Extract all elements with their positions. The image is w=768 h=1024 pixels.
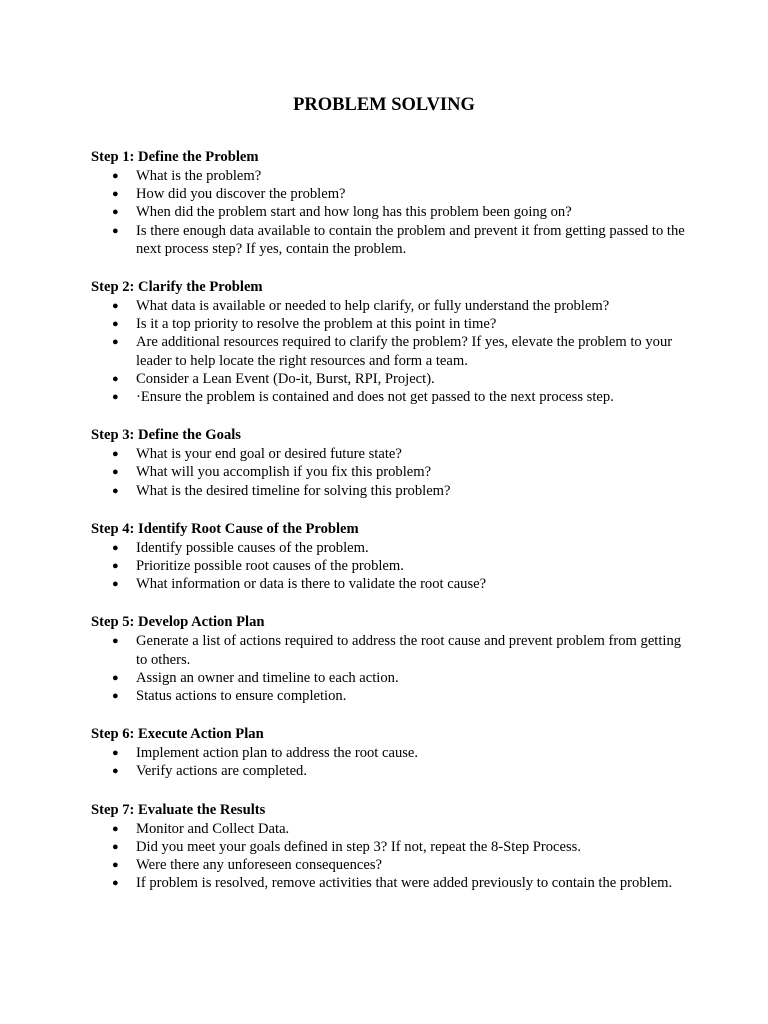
bullet-icon: ● bbox=[112, 822, 119, 835]
list-item-text: Did you meet your goals defined in step 3? If not, repeat the 8-Step Process. bbox=[136, 838, 581, 855]
step-heading: Step 6: Execute Action Plan bbox=[91, 726, 264, 743]
bullet-icon: ● bbox=[112, 206, 119, 219]
list-item-text: When did the problem start and how long has this problem been going on? bbox=[136, 204, 572, 221]
page-title: PROBLEM SOLVING bbox=[293, 95, 475, 115]
bullet-icon: ● bbox=[112, 448, 119, 461]
list-item-text: Implement action plan to address the root cause. bbox=[136, 745, 419, 762]
list-item bbox=[91, 557, 691, 575]
bullet-icon: ● bbox=[112, 466, 119, 479]
list-item bbox=[91, 575, 691, 593]
list-item-text: Consider a Lean Event (Do-it, Burst, RPI, Project). bbox=[136, 370, 435, 387]
list-item bbox=[91, 762, 691, 780]
list-item-text: How did you discover the problem? bbox=[136, 186, 346, 203]
list-item-text: ·Ensure the problem is contained and does not get passed to the next process step. bbox=[136, 389, 614, 406]
list-item bbox=[91, 388, 691, 406]
bullet-icon: ● bbox=[112, 765, 119, 778]
list-item-text: If problem is resolved, remove activities that were added previously to contain the problem. bbox=[136, 875, 673, 892]
list-item-text: What is the problem? bbox=[136, 168, 262, 184]
step-list bbox=[91, 297, 691, 406]
step-heading: Step 2: Clarify the Problem bbox=[91, 279, 263, 296]
list-item bbox=[91, 874, 691, 892]
bullet-icon: ● bbox=[112, 560, 119, 573]
list-item bbox=[91, 222, 691, 258]
step-section bbox=[91, 425, 691, 500]
bullet-icon: ● bbox=[112, 671, 119, 684]
step-list bbox=[91, 445, 691, 500]
bullet-icon: ● bbox=[112, 541, 119, 554]
list-item bbox=[91, 687, 691, 705]
list-item-text: Is it a top priority to resolve the problem at this point in time? bbox=[136, 316, 497, 333]
bullet-icon: ● bbox=[112, 224, 119, 237]
bullet-icon: ● bbox=[112, 877, 119, 890]
bullet-icon: ● bbox=[112, 484, 119, 497]
bullet-icon: ● bbox=[112, 859, 119, 872]
list-item-text: What will you accomplish if you fix this problem? bbox=[136, 464, 432, 481]
list-item bbox=[91, 445, 691, 463]
bullet-icon: ● bbox=[112, 747, 119, 760]
list-item-text: What data is available or needed to help clarify, or fully understand the problem? bbox=[136, 298, 610, 315]
bullet-icon: ● bbox=[112, 188, 119, 201]
step-list bbox=[91, 820, 691, 893]
list-item bbox=[91, 333, 691, 369]
list-item-text: Are additional resources required to clarify the problem? If yes, elevate the problem to your leader to help locate the right resources and form a team. bbox=[136, 334, 673, 369]
step-list bbox=[91, 167, 691, 258]
list-item bbox=[91, 744, 691, 762]
list-item bbox=[91, 370, 691, 388]
list-item-text: Monitor and Collect Data. bbox=[136, 820, 290, 837]
list-item-text: What information or data is there to validate the root cause? bbox=[136, 576, 487, 593]
list-item bbox=[91, 203, 691, 221]
bullet-icon: ● bbox=[112, 578, 119, 591]
step-section bbox=[91, 519, 691, 594]
list-item bbox=[91, 838, 691, 856]
bullet-icon: ● bbox=[112, 336, 119, 349]
step-heading: Step 1: Define the Problem bbox=[91, 149, 259, 165]
bullet-icon: ● bbox=[112, 318, 119, 331]
bullet-icon: ● bbox=[112, 372, 119, 385]
list-item bbox=[91, 539, 691, 557]
list-item-text: Assign an owner and timeline to each action. bbox=[136, 669, 399, 686]
list-item bbox=[91, 315, 691, 333]
step-heading: Step 4: Identify Root Cause of the Problem bbox=[91, 520, 359, 537]
list-item-text: Identify possible causes of the problem. bbox=[136, 539, 369, 556]
step-section bbox=[91, 277, 691, 406]
steps-container bbox=[91, 147, 691, 911]
step-list bbox=[91, 632, 691, 705]
list-item-text: What is the desired timeline for solving this problem? bbox=[136, 482, 451, 499]
step-list bbox=[91, 539, 691, 594]
list-item bbox=[91, 463, 691, 481]
bullet-icon: ● bbox=[112, 170, 119, 182]
step-section bbox=[91, 612, 691, 705]
bullet-icon: ● bbox=[112, 300, 119, 313]
list-item bbox=[91, 820, 691, 838]
list-item-text: Verify actions are completed. bbox=[136, 763, 307, 780]
step-section bbox=[91, 147, 691, 258]
step-heading: Step 5: Develop Action Plan bbox=[91, 614, 265, 631]
list-item-text: What is your end goal or desired future state? bbox=[136, 446, 402, 463]
bullet-icon: ● bbox=[112, 391, 119, 404]
list-item-text: Status actions to ensure completion. bbox=[136, 688, 347, 705]
step-heading: Step 3: Define the Goals bbox=[91, 427, 241, 444]
list-item bbox=[91, 297, 691, 315]
list-item bbox=[91, 669, 691, 687]
bullet-icon: ● bbox=[112, 635, 119, 648]
list-item-text: Is there enough data available to contain the problem and prevent it from getting passed to the next process step? If yes, contain the problem. bbox=[136, 222, 685, 257]
bullet-icon: ● bbox=[112, 690, 119, 703]
step-section bbox=[91, 724, 691, 780]
step-heading: Step 7: Evaluate the Results bbox=[91, 801, 266, 818]
step-section bbox=[91, 800, 691, 893]
list-item bbox=[91, 856, 691, 874]
list-item-text: Were there any unforeseen consequences? bbox=[136, 857, 382, 874]
list-item bbox=[91, 482, 691, 500]
bullet-icon: ● bbox=[112, 840, 119, 853]
list-item bbox=[91, 185, 691, 203]
step-list bbox=[91, 744, 691, 780]
list-item-text: Generate a list of actions required to address the root cause and prevent problem from getting to others. bbox=[136, 633, 682, 668]
list-item bbox=[91, 167, 691, 185]
list-item-text: Prioritize possible root causes of the problem. bbox=[136, 558, 404, 575]
list-item bbox=[91, 632, 691, 668]
